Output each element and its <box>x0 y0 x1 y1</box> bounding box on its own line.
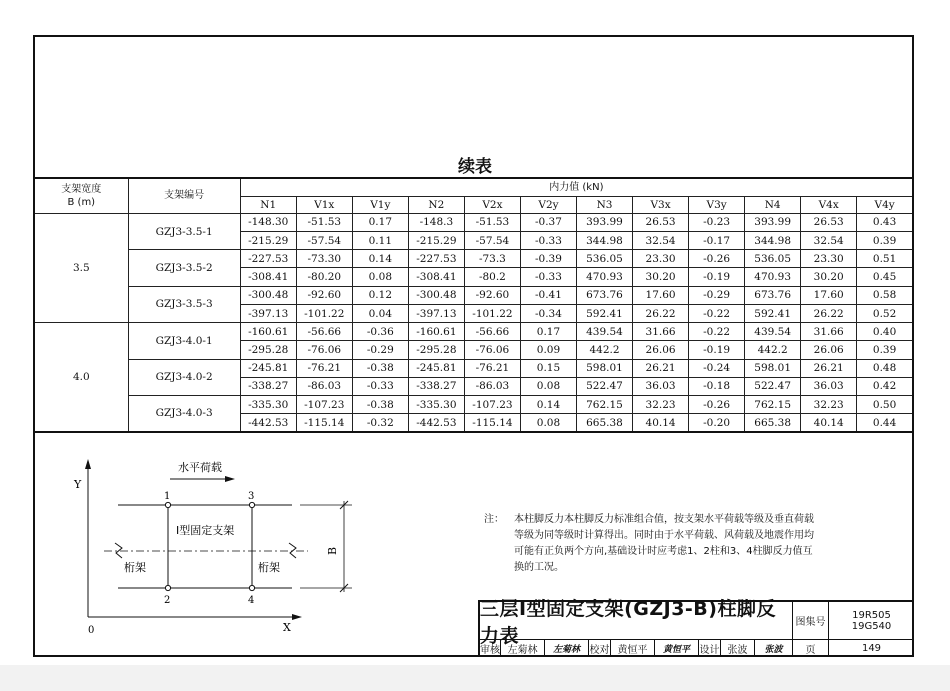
value-cell: -245.81 <box>240 359 296 377</box>
value-cell: -0.26 <box>689 395 745 413</box>
truss-left-label: 桁架 <box>124 561 146 574</box>
value-cell: 26.06 <box>801 341 857 359</box>
value-cell: 26.22 <box>633 304 689 322</box>
header-row-1 <box>34 178 913 196</box>
node-4-label: 4 <box>248 595 255 606</box>
column-header-v3y: V3y <box>689 196 745 213</box>
value-cell: -0.41 <box>520 286 576 304</box>
value-cell: -115.14 <box>296 414 352 432</box>
column-header-n4: N4 <box>745 196 801 213</box>
value-cell: 26.22 <box>801 304 857 322</box>
value-cell: -227.53 <box>408 250 464 268</box>
column-header-v4y: V4y <box>857 196 913 213</box>
value-cell: 442.2 <box>576 341 632 359</box>
value-cell: 470.93 <box>745 268 801 286</box>
value-cell: 0.11 <box>352 232 408 250</box>
value-cell: 0.17 <box>520 323 576 341</box>
value-cell: -107.23 <box>464 395 520 413</box>
horizontal-load-label: 水平荷载 <box>178 461 222 474</box>
value-cell: -86.03 <box>464 377 520 395</box>
value-cell: 0.04 <box>352 304 408 322</box>
value-cell: -0.36 <box>352 323 408 341</box>
checker-signature: 黄恒平 <box>662 645 690 655</box>
x-axis-arrow <box>292 614 302 620</box>
value-cell: 344.98 <box>576 232 632 250</box>
table-row <box>34 286 913 304</box>
value-cell: 0.39 <box>857 232 913 250</box>
main-title-cell <box>478 597 792 647</box>
table-row <box>34 323 913 341</box>
value-cell: 0.43 <box>857 213 913 231</box>
value-cell: 536.05 <box>576 250 632 268</box>
value-cell: 32.23 <box>801 395 857 413</box>
value-cell: -160.61 <box>408 323 464 341</box>
node-3-marker <box>249 502 254 507</box>
value-cell: 598.01 <box>745 359 801 377</box>
table-title: 续表 <box>458 157 492 177</box>
value-cell: 592.41 <box>576 304 632 322</box>
value-cell: -0.33 <box>520 232 576 250</box>
value-cell: -92.60 <box>464 286 520 304</box>
value-cell: -0.33 <box>352 377 408 395</box>
table-row <box>34 213 913 231</box>
note-line-1: 本柱脚反力本柱脚反力标准组合值，按支架水平荷载等级及垂直荷载 <box>514 514 814 525</box>
value-cell: -0.34 <box>520 304 576 322</box>
value-cell: -0.24 <box>689 359 745 377</box>
value-cell: 31.66 <box>633 323 689 341</box>
value-cell: -51.53 <box>464 213 520 231</box>
truss-right-label: 桁架 <box>258 561 280 574</box>
support-id-cell: GZJ3-4.0-1 <box>128 323 240 359</box>
value-cell: -0.18 <box>689 377 745 395</box>
atlas-label-cell <box>792 600 828 639</box>
value-cell: -442.53 <box>408 414 464 432</box>
value-cell: 522.47 <box>745 377 801 395</box>
value-cell: 762.15 <box>745 395 801 413</box>
value-cell: -0.39 <box>520 250 576 268</box>
support-width-cell: 4.0 <box>34 323 128 432</box>
value-cell: 393.99 <box>576 213 632 231</box>
value-cell: 393.99 <box>745 213 801 231</box>
value-cell: -56.66 <box>296 323 352 341</box>
footer-band <box>0 665 950 691</box>
value-cell: 762.15 <box>576 395 632 413</box>
value-cell: 0.14 <box>352 250 408 268</box>
value-cell: -300.48 <box>408 286 464 304</box>
value-cell: -86.03 <box>296 377 352 395</box>
value-cell: -335.30 <box>408 395 464 413</box>
width-header-line1: 支架宽度 <box>61 183 102 195</box>
reviewer-name: 左菊林 <box>507 645 538 656</box>
value-cell: 0.40 <box>857 323 913 341</box>
page-label-cell <box>792 639 828 657</box>
value-cell: -0.20 <box>689 414 745 432</box>
width-header <box>34 178 128 213</box>
value-cell: 0.42 <box>857 377 913 395</box>
value-cell: 17.60 <box>801 286 857 304</box>
value-cell: 598.01 <box>576 359 632 377</box>
value-cell: 0.14 <box>520 395 576 413</box>
note-line-4: 换的工况。 <box>514 562 564 573</box>
value-cell: 442.2 <box>745 341 801 359</box>
title-block <box>478 597 914 657</box>
value-cell: 0.08 <box>352 268 408 286</box>
value-cell: -80.2 <box>464 268 520 286</box>
atlas-number-2: 19G540 <box>851 620 892 632</box>
value-cell: -80.20 <box>296 268 352 286</box>
value-cell: -101.22 <box>464 304 520 322</box>
origin-label: 0 <box>88 625 95 636</box>
value-cell: -0.26 <box>689 250 745 268</box>
support-id-cell: GZJ3-4.0-2 <box>128 359 240 395</box>
value-cell: -56.66 <box>464 323 520 341</box>
value-cell: 26.53 <box>633 213 689 231</box>
note-label: 注： <box>484 514 504 525</box>
support-width-cell: 3.5 <box>34 213 128 322</box>
value-cell: -308.41 <box>408 268 464 286</box>
value-cell: 0.12 <box>352 286 408 304</box>
value-cell: 26.21 <box>633 359 689 377</box>
value-cell: -148.30 <box>240 213 296 231</box>
column-header-n1: N1 <box>240 196 296 213</box>
value-cell: 32.54 <box>633 232 689 250</box>
column-header-n3: N3 <box>576 196 632 213</box>
value-cell: 0.52 <box>857 304 913 322</box>
value-cell: 0.17 <box>352 213 408 231</box>
design-label-cell <box>698 639 720 657</box>
value-cell: 665.38 <box>576 414 632 432</box>
value-cell: -300.48 <box>240 286 296 304</box>
value-cell: -0.29 <box>352 341 408 359</box>
value-cell: 439.54 <box>576 323 632 341</box>
value-cell: -0.38 <box>352 359 408 377</box>
value-cell: -0.17 <box>689 232 745 250</box>
value-cell: 26.06 <box>633 341 689 359</box>
value-cell: 0.48 <box>857 359 913 377</box>
value-cell: -0.37 <box>520 213 576 231</box>
value-cell: -227.53 <box>240 250 296 268</box>
id-header: 支架编号 <box>128 178 240 213</box>
page-label: 页 <box>805 645 816 656</box>
value-cell: 0.44 <box>857 414 913 432</box>
value-cell: -295.28 <box>240 341 296 359</box>
y-axis-label: Y <box>74 478 82 491</box>
value-cell: -308.41 <box>240 268 296 286</box>
value-cell: 40.14 <box>801 414 857 432</box>
support-id-cell: GZJ3-3.5-2 <box>128 250 240 286</box>
value-cell: 0.09 <box>520 341 576 359</box>
right-break-mark <box>289 543 296 558</box>
value-cell: 0.08 <box>520 414 576 432</box>
value-cell: -0.19 <box>689 341 745 359</box>
value-cell: -397.13 <box>408 304 464 322</box>
value-cell: -295.28 <box>408 341 464 359</box>
node-2-label: 2 <box>164 595 171 606</box>
value-cell: -107.23 <box>296 395 352 413</box>
value-cell: 592.41 <box>745 304 801 322</box>
y-axis-arrow <box>85 459 91 469</box>
value-cell: -51.53 <box>296 213 352 231</box>
column-header-v2y: V2y <box>520 196 576 213</box>
value-cell: -338.27 <box>408 377 464 395</box>
support-id-cell: GZJ3-4.0-3 <box>128 395 240 432</box>
table-row <box>34 395 913 413</box>
reviewer-cell <box>500 639 544 657</box>
designer-name: 张波 <box>727 645 748 656</box>
page-number: 149 <box>861 643 882 654</box>
value-cell: -148.3 <box>408 213 464 231</box>
column-header-v3x: V3x <box>633 196 689 213</box>
design-label: 设计 <box>699 645 720 656</box>
value-cell: -0.22 <box>689 323 745 341</box>
x-axis-label: X <box>283 621 291 634</box>
value-cell: 673.76 <box>576 286 632 304</box>
value-cell: -73.30 <box>296 250 352 268</box>
node-4-marker <box>249 585 254 590</box>
support-schematic <box>60 455 390 640</box>
force-group-header: 内力值 (kN) <box>240 178 913 196</box>
value-cell: 0.45 <box>857 268 913 286</box>
value-cell: -0.38 <box>352 395 408 413</box>
value-cell: 26.21 <box>801 359 857 377</box>
atlas-label: 图集号 <box>795 617 826 628</box>
column-header-v1y: V1y <box>352 196 408 213</box>
value-cell: 522.47 <box>576 377 632 395</box>
left-break-mark <box>115 543 122 558</box>
value-cell: -57.54 <box>464 232 520 250</box>
reviewer-signature: 左菊林 <box>552 645 580 655</box>
value-cell: 23.30 <box>801 250 857 268</box>
value-cell: 17.60 <box>633 286 689 304</box>
reaction-table <box>33 177 914 433</box>
value-cell: -0.22 <box>689 304 745 322</box>
column-header-n2: N2 <box>408 196 464 213</box>
value-cell: -338.27 <box>240 377 296 395</box>
value-cell: -73.3 <box>464 250 520 268</box>
note-line-2: 等级为同等级时计算得出。同时由于水平荷载、风荷载及地震作用均 <box>514 530 814 541</box>
main-title: 三层I型固定支架(GZJ3-B)柱脚反力表 <box>480 597 776 647</box>
checker-cell <box>610 639 654 657</box>
reviewer-signature-cell <box>544 639 588 657</box>
check-label-cell <box>588 639 610 657</box>
value-cell: -0.33 <box>520 268 576 286</box>
value-cell: -0.32 <box>352 414 408 432</box>
table-row <box>34 250 913 268</box>
value-cell: -76.21 <box>296 359 352 377</box>
value-cell: 536.05 <box>745 250 801 268</box>
atlas-number-1: 19R505 <box>852 609 891 621</box>
checker-name: 黄恒平 <box>617 645 648 656</box>
designer-cell <box>720 639 754 657</box>
width-header-line2: B (m) <box>67 196 96 208</box>
support-id-cell: GZJ3-3.5-3 <box>128 286 240 322</box>
value-cell: -215.29 <box>408 232 464 250</box>
node-1-marker <box>165 502 170 507</box>
value-cell: -0.19 <box>689 268 745 286</box>
value-cell: 32.23 <box>633 395 689 413</box>
value-cell: -92.60 <box>296 286 352 304</box>
value-cell: -76.06 <box>464 341 520 359</box>
value-cell: -335.30 <box>240 395 296 413</box>
value-cell: 0.50 <box>857 395 913 413</box>
designer-signature: 张波 <box>764 645 783 655</box>
value-cell: -0.23 <box>689 213 745 231</box>
value-cell: 344.98 <box>745 232 801 250</box>
review-label-cell <box>478 639 500 657</box>
value-cell: 0.15 <box>520 359 576 377</box>
value-cell: 30.20 <box>801 268 857 286</box>
value-cell: -115.14 <box>464 414 520 432</box>
value-cell: -57.54 <box>296 232 352 250</box>
value-cell: -76.21 <box>464 359 520 377</box>
value-cell: 470.93 <box>576 268 632 286</box>
value-cell: 0.51 <box>857 250 913 268</box>
column-header-v1x: V1x <box>296 196 352 213</box>
table-row <box>34 359 913 377</box>
value-cell: 0.58 <box>857 286 913 304</box>
load-arrow-head <box>225 476 235 482</box>
check-label: 校对 <box>589 645 610 656</box>
value-cell: -0.29 <box>689 286 745 304</box>
note-block <box>484 512 834 576</box>
value-cell: -101.22 <box>296 304 352 322</box>
value-cell: 40.14 <box>633 414 689 432</box>
support-id-cell: GZJ3-3.5-1 <box>128 213 240 249</box>
value-cell: 31.66 <box>801 323 857 341</box>
value-cell: -215.29 <box>240 232 296 250</box>
value-cell: 32.54 <box>801 232 857 250</box>
review-label: 审核 <box>480 645 500 656</box>
value-cell: 0.08 <box>520 377 576 395</box>
value-cell: -245.81 <box>408 359 464 377</box>
note-line-3: 可能有正负两个方向,基础设计时应考虑1、2柱和3、4柱脚反力值互 <box>514 546 813 557</box>
node-2-marker <box>165 585 170 590</box>
page-number-cell <box>828 639 914 657</box>
value-cell: 36.03 <box>633 377 689 395</box>
value-cell: -160.61 <box>240 323 296 341</box>
value-cell: 30.20 <box>633 268 689 286</box>
column-header-v4x: V4x <box>801 196 857 213</box>
value-cell: 0.39 <box>857 341 913 359</box>
node-3-label: 3 <box>248 491 255 502</box>
column-header-v2x: V2x <box>464 196 520 213</box>
support-label: I型固定支架 <box>176 524 235 537</box>
value-cell: 23.30 <box>633 250 689 268</box>
value-cell: 26.53 <box>801 213 857 231</box>
value-cell: -442.53 <box>240 414 296 432</box>
atlas-number-cell <box>828 600 914 639</box>
designer-signature-cell <box>754 639 792 657</box>
value-cell: -397.13 <box>240 304 296 322</box>
value-cell: 665.38 <box>745 414 801 432</box>
value-cell: 36.03 <box>801 377 857 395</box>
value-cell: 439.54 <box>745 323 801 341</box>
value-cell: 673.76 <box>745 286 801 304</box>
value-cell: -76.06 <box>296 341 352 359</box>
checker-signature-cell <box>654 639 698 657</box>
node-1-label: 1 <box>164 491 171 502</box>
dimension-b-label: B <box>326 546 339 556</box>
